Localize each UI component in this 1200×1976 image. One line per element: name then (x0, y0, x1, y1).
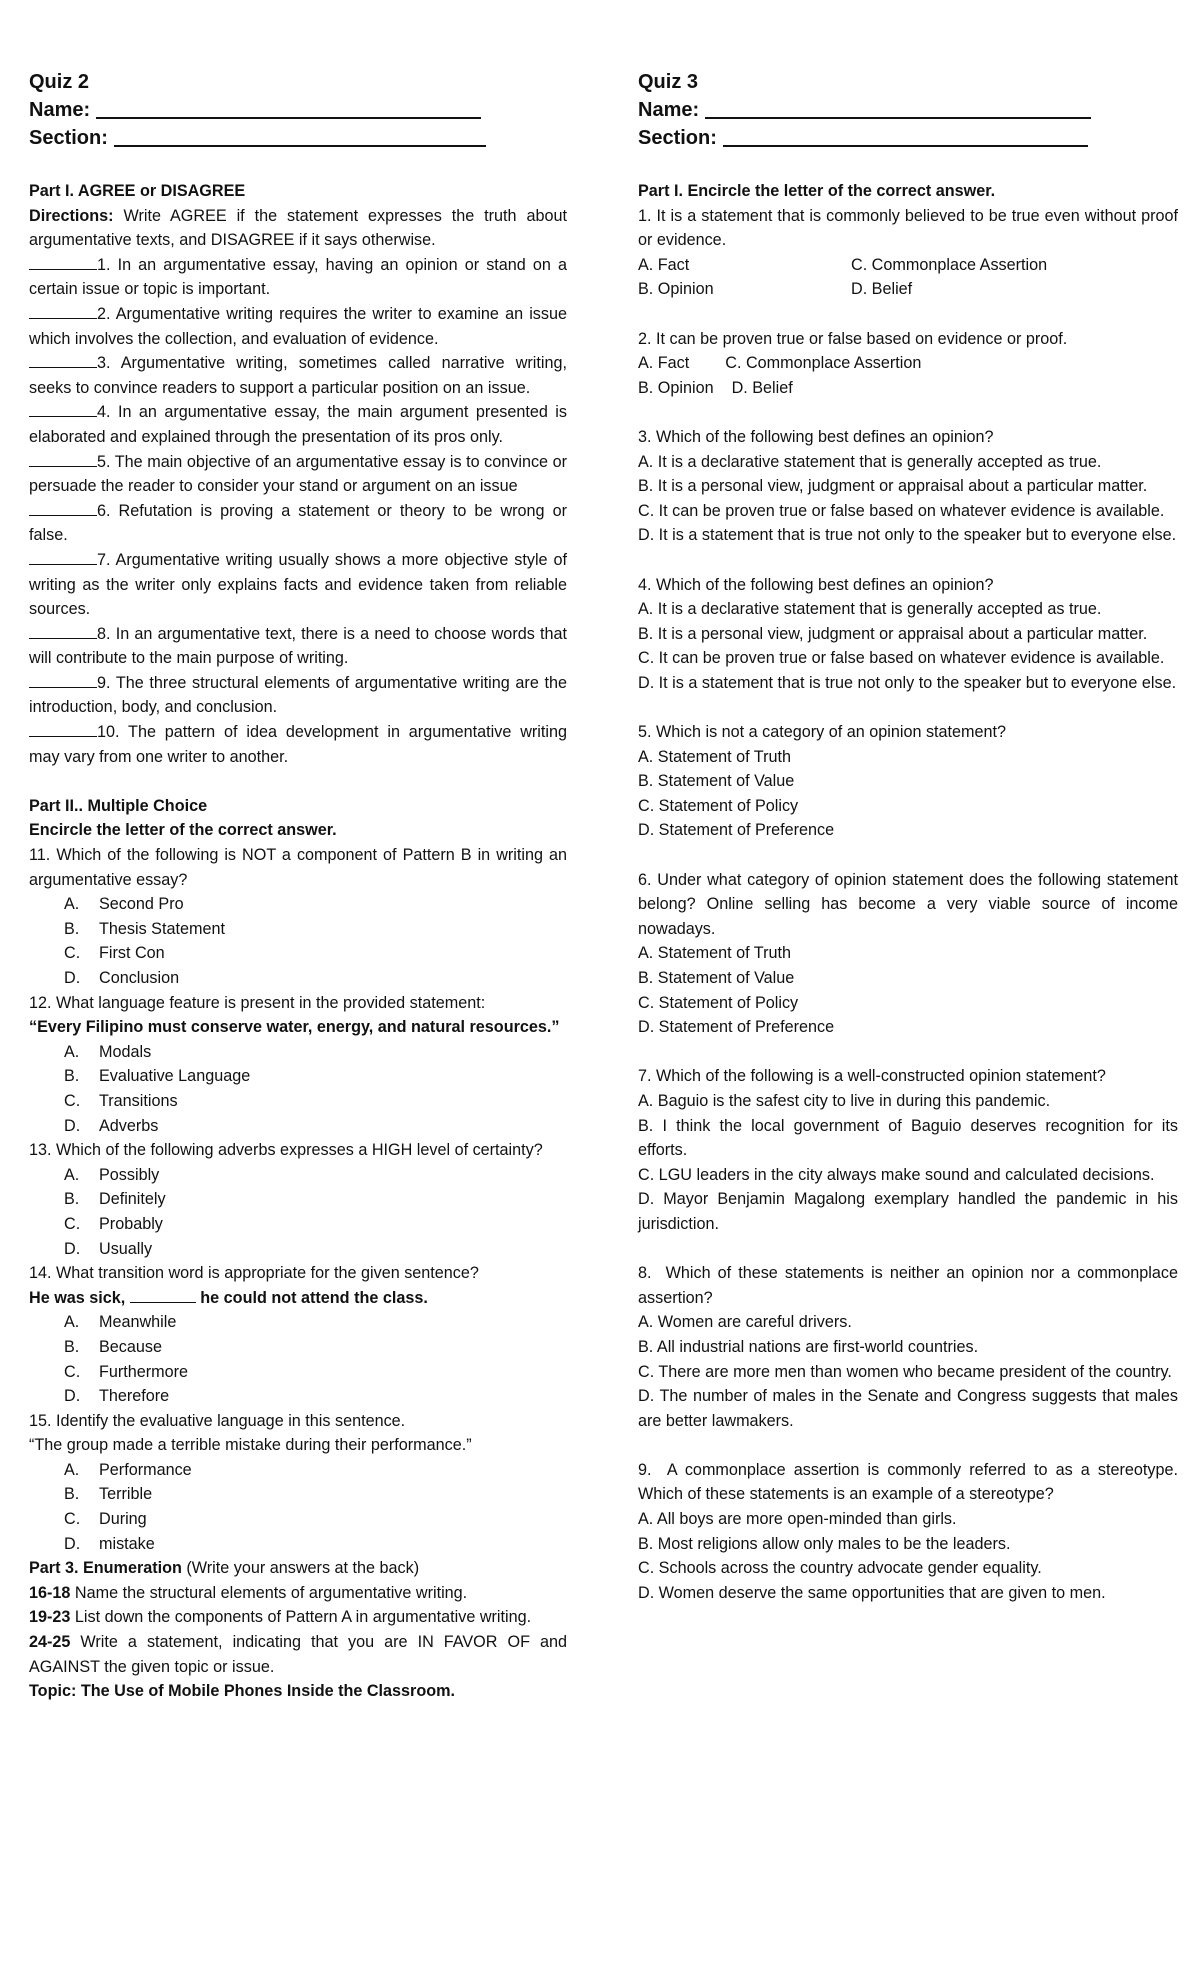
agree-item: 9. The three structural elements of argumentative writing are the introduction, body, and conclusion. (29, 673, 567, 717)
option[interactable]: B. Definitely (64, 1190, 166, 1209)
option[interactable]: D. It is a statement that is true not only to the speaker but to everyone else. (638, 673, 1177, 692)
quiz3-title: Quiz 3 (638, 71, 699, 93)
answer-blank[interactable] (29, 352, 97, 368)
q15-options (29, 1458, 567, 1556)
option[interactable]: A. It is a declarative statement that is generally accepted as true. (638, 452, 1102, 471)
answer-blank[interactable] (29, 672, 97, 688)
option[interactable]: A. It is a declarative statement that is generally accepted as true. (638, 600, 1102, 619)
option[interactable]: C. Statement of Policy (638, 796, 799, 815)
option[interactable]: D. Statement of Preference (638, 821, 835, 840)
agree-item: 6. Refutation is proving a statement or theory to be wrong or false. (29, 501, 567, 545)
question-14-sentence: He was sick, he could not attend the class. (29, 1288, 428, 1307)
question-12-quote: “Every Filipino must conserve water, energy, and natural resources.” (29, 1018, 560, 1037)
option[interactable]: B. Because (64, 1337, 162, 1356)
option[interactable]: C. During (64, 1510, 147, 1529)
q3-question-2: 2. It can be proven true or false based on evidence or proof. (638, 329, 1068, 348)
q3-question-6: 6. Under what category of opinion statement does the following statement belong? Online selling has become a very viable source of income nowadays. (638, 870, 1178, 938)
option[interactable]: C. Transitions (64, 1091, 178, 1110)
option[interactable]: D. Conclusion (64, 969, 180, 987)
option[interactable]: A. Second Pro (64, 895, 184, 914)
option[interactable]: C. There are more men than women who became president of the country. (638, 1362, 1172, 1381)
agree-item: 2. Argumentative writing requires the writer to examine an issue which involves the collection, and evaluation of evidence. (29, 304, 567, 348)
option[interactable]: D. The number of males in the Senate and Congress suggests that males are better lawmakers. (638, 1387, 1178, 1430)
option[interactable]: C. It can be proven true or false based on whatever evidence is available. (638, 501, 1165, 520)
q3-question-2-options-line-1[interactable]: A. Fact C. Commonplace Assertion (638, 354, 922, 373)
q3-question-2-options-line-2[interactable]: B. Opinion D. Belief (638, 378, 793, 397)
question-15-quote: “The group made a terrible mistake during their performance.” (29, 1436, 472, 1455)
question-11: 11. Which of the following is NOT a component of Pattern B in writing an argumentative essay? (29, 846, 567, 889)
option[interactable]: A. Meanwhile (64, 1313, 177, 1332)
part1-directions (29, 204, 567, 253)
answer-blank[interactable] (130, 1287, 196, 1303)
enumeration-item: 16-18 Name the structural elements of argumentative writing. (29, 1583, 468, 1602)
option[interactable]: B. Thesis Statement (64, 919, 225, 938)
option[interactable]: B. I think the local government of Baguio deserves recognition for its efforts. (638, 1116, 1178, 1160)
quiz2-column (29, 68, 567, 1704)
question-12: 12. What language feature is present in the provided statement: (29, 993, 486, 1012)
option[interactable]: A. Baguio is the safest city to live in during this pandemic. (638, 1091, 1051, 1110)
option[interactable]: D. Therefore (64, 1387, 170, 1406)
q12-options (29, 1040, 567, 1138)
answer-blank[interactable] (29, 254, 97, 270)
option[interactable]: C. First Con (64, 944, 165, 963)
option[interactable]: C. Schools across the country advocate gender equality. (638, 1559, 1042, 1578)
option[interactable]: A. Statement of Truth (638, 944, 791, 963)
q11-options (29, 892, 567, 990)
q3-question-1-options (638, 253, 1178, 302)
section-blank[interactable] (723, 125, 1088, 147)
option[interactable]: B. Terrible (64, 1485, 153, 1504)
name-label: Name: (29, 99, 91, 121)
option[interactable]: A. Performance (64, 1460, 192, 1479)
option[interactable]: D. Usually (64, 1239, 153, 1258)
quiz3-column (638, 68, 1183, 1605)
answer-blank[interactable] (29, 401, 97, 417)
directions-label: Directions: (29, 206, 114, 225)
question-14: 14. What transition word is appropriate for the given sentence? (29, 1264, 479, 1283)
option[interactable]: A. Possibly (64, 1165, 160, 1184)
option[interactable]: A. All boys are more open-minded than girls. (638, 1510, 957, 1529)
q13-options (29, 1163, 567, 1261)
part3-note: (Write your answers at the back) (181, 1559, 420, 1578)
option[interactable]: D. Women deserve the same opportunities that are given to men. (638, 1583, 1106, 1602)
option[interactable]: D. Adverbs (64, 1116, 159, 1135)
q3-question-4: 4. Which of the following best defines an opinion? (638, 575, 994, 594)
answer-blank[interactable] (29, 721, 97, 737)
q14-options (29, 1310, 567, 1408)
answer-blank[interactable] (29, 303, 97, 319)
name-blank[interactable] (705, 97, 1091, 119)
agree-item: 4. In an argumentative essay, the main argument presented is elaborated and explained through the presentation of its pros only. (29, 403, 567, 446)
option[interactable]: C. Statement of Policy (638, 993, 799, 1012)
part3-title-line (29, 1556, 567, 1581)
option[interactable]: A. Women are careful drivers. (638, 1313, 852, 1332)
directions-text: Write AGREE if the statement expresses the truth about argumentative texts, and DISAGREE if it says otherwise. (29, 206, 567, 250)
q3-question-7: 7. Which of the following is a well-constructed opinion statement? (638, 1067, 1106, 1086)
name-blank[interactable] (96, 97, 481, 119)
agree-item: 1. In an argumentative essay, having an opinion or stand on a certain issue or topic is important. (29, 255, 567, 299)
quiz3-name-line (638, 96, 1178, 124)
option[interactable]: D. mistake (64, 1534, 155, 1553)
option[interactable]: A. Statement of Truth (638, 747, 791, 766)
quiz2-title: Quiz 2 (29, 71, 90, 93)
agree-item: 8. In an argumentative text, there is a need to choose words that will contribute to the main purpose of writing. (29, 624, 567, 668)
agree-item: 3. Argumentative writing, sometimes called narrative writing, seeks to convince readers to support a particular position on an issue. (29, 354, 567, 397)
option[interactable]: C. Commonplace Assertion (851, 255, 1048, 274)
part2-instruction: Encircle the letter of the correct answer. (29, 821, 337, 840)
q3-question-9: 9. A commonplace assertion is commonly referred to as a stereotype. Which of these statements is an example of a stereotype? (638, 1460, 1183, 1504)
answer-blank[interactable] (29, 451, 97, 467)
option[interactable]: A. Fact (638, 255, 690, 274)
q3-question-1: 1. It is a statement that is commonly believed to be true even without proof or evidence. (638, 206, 1178, 250)
part2-title: Part II.. Multiple Choice (29, 796, 208, 815)
option[interactable]: D. It is a statement that is true not only to the speaker but to everyone else. (638, 526, 1177, 545)
answer-blank[interactable] (29, 549, 97, 565)
option[interactable]: B. Statement of Value (638, 969, 795, 987)
option[interactable]: D. Statement of Preference (638, 1018, 835, 1037)
topic: Topic: The Use of Mobile Phones Inside the Classroom. (29, 1682, 456, 1701)
section-label: Section: (29, 127, 108, 149)
q3-question-3: 3. Which of the following best defines an opinion? (638, 427, 994, 446)
option[interactable]: C. Probably (64, 1214, 163, 1233)
option[interactable]: B. Opinion (638, 280, 714, 299)
option[interactable]: B. It is a personal view, judgment or appraisal about a particular matter. (638, 624, 1148, 643)
section-label: Section: (638, 127, 717, 149)
section-blank[interactable] (114, 125, 486, 147)
part1-title: Part I. AGREE or DISAGREE (29, 182, 246, 200)
option[interactable]: A. Modals (64, 1042, 152, 1061)
option[interactable]: C. Furthermore (64, 1362, 189, 1381)
quiz3-part1-title: Part I. Encircle the letter of the correct answer. (638, 182, 996, 200)
option[interactable]: D. Belief (851, 280, 913, 299)
agree-item: 10. The pattern of idea development in argumentative writing may vary from one writer to another. (29, 723, 567, 766)
answer-blank[interactable] (29, 623, 97, 639)
name-label: Name: (638, 99, 700, 121)
option[interactable]: B. Most religions allow only males to be the leaders. (638, 1534, 1011, 1553)
answer-blank[interactable] (29, 500, 97, 516)
agree-item: 7. Argumentative writing usually shows a more objective style of writing as the writer only explains facts and evidence taken from reliable sources. (29, 550, 567, 619)
option[interactable]: C. LGU leaders in the city always make sound and calculated decisions. (638, 1165, 1155, 1184)
q3-question-5: 5. Which is not a category of an opinion statement? (638, 723, 1007, 742)
option[interactable]: B. It is a personal view, judgment or appraisal about a particular matter. (638, 477, 1148, 496)
option[interactable]: B. Statement of Value (638, 772, 795, 791)
agree-item: 5. The main objective of an argumentative essay is to convince or persuade the reader to consider your stand or argument on an issue (29, 452, 567, 496)
enumeration-item: 19-23 List down the components of Pattern A in argumentative writing. (29, 1608, 532, 1627)
part3-title: Part 3. Enumeration (29, 1559, 182, 1578)
enumeration-item: 24-25 Write a statement, indicating that you are IN FAVOR OF and AGAINST the given topic or issue. (29, 1633, 567, 1676)
quiz3-section-line (638, 124, 1178, 152)
option[interactable]: C. It can be proven true or false based on whatever evidence is available. (638, 649, 1165, 668)
quiz2-section-line (29, 124, 567, 152)
question-15: 15. Identify the evaluative language in this sentence. (29, 1411, 406, 1430)
option[interactable]: B. All industrial nations are first-world countries. (638, 1337, 979, 1356)
quiz2-name-line (29, 96, 567, 124)
q3-question-8: 8. Which of these statements is neither an opinion nor a commonplace assertion? (638, 1264, 1183, 1307)
question-13: 13. Which of the following adverbs expresses a HIGH level of certainty? (29, 1141, 543, 1160)
option[interactable]: B. Evaluative Language (64, 1067, 251, 1086)
option[interactable]: D. Mayor Benjamin Magalong exemplary handled the pandemic in his jurisdiction. (638, 1190, 1178, 1233)
